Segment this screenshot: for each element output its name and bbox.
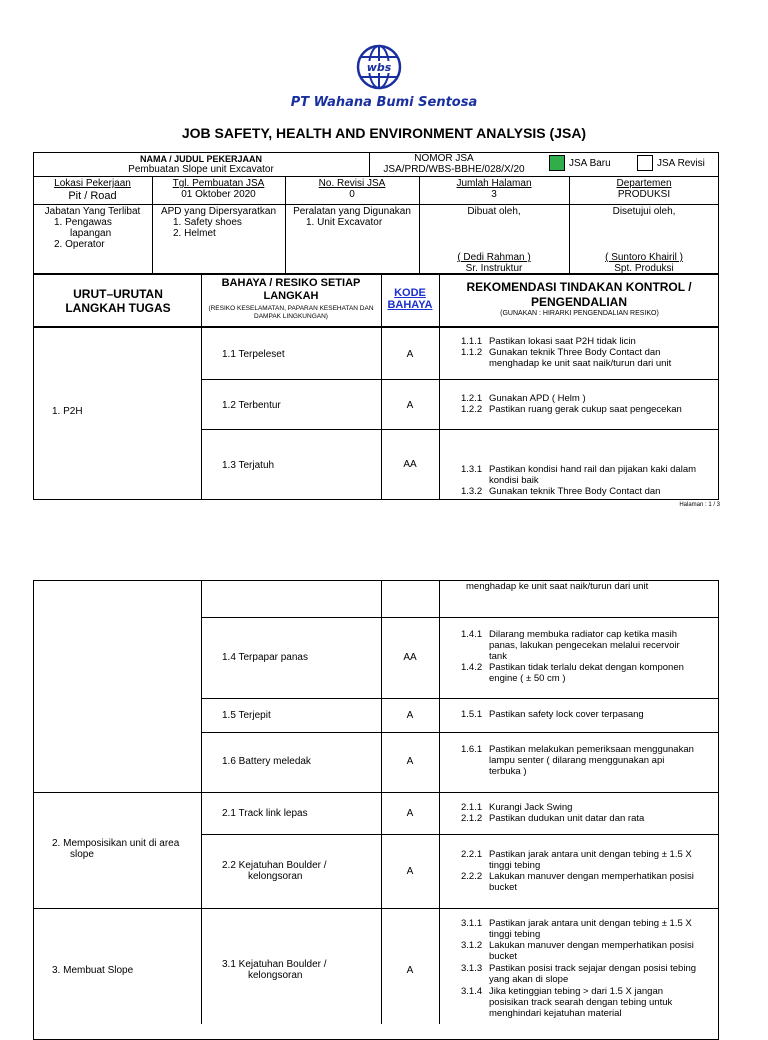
dibuat-name: ( Dedi Rahman ): [457, 252, 531, 263]
step-2-label: 2. Memposisikan unit di area: [52, 838, 180, 849]
jsa-revisi-label: JSA Revisi: [657, 158, 705, 169]
code-1-6: A: [406, 756, 414, 767]
code-2-2: A: [406, 866, 414, 877]
code-1-5: A: [406, 710, 414, 721]
apd-item-2: 2. Helmet: [173, 228, 216, 239]
col-rekom-sub: (GUNAKAN : HIRARKI PENGENDALIAN RESIKO): [500, 310, 659, 317]
code-2-1: A: [406, 808, 414, 819]
departemen-value: PRODUKSI: [617, 189, 671, 200]
peralatan-label: Peralatan yang Digunakan: [293, 206, 411, 217]
disetujui-title: Spt. Produksi: [614, 263, 674, 274]
code-1-1: A: [406, 349, 414, 360]
col-bahaya-header: BAHAYA / RESIKO SETIAP LANGKAH: [221, 277, 361, 302]
jabatan-item-1: 1. Pengawas: [54, 217, 112, 228]
lokasi-value: Pit / Road: [68, 190, 117, 202]
lokasi-label: Lokasi Pekerjaan: [54, 178, 131, 189]
step-3-label: 3. Membuat Slope: [52, 965, 134, 976]
tgl-value: 01 Oktober 2020: [181, 189, 256, 200]
revisi-label: No. Revisi JSA: [318, 178, 386, 189]
hazard-3-1-cont: kelongsoran: [248, 970, 303, 981]
code-1-4: AA: [403, 652, 417, 663]
departemen-label: Departemen: [616, 178, 672, 189]
col-kode-header[interactable]: KODE BAHAYA: [387, 287, 433, 311]
company-logo: [356, 44, 402, 90]
code-1-2: A: [406, 400, 414, 411]
document-title: JOB SAFETY, HEALTH AND ENVIRONMENT ANALYSIS (JSA): [181, 125, 587, 141]
nama-value: Pembuatan Slope unit Excavator: [128, 164, 274, 175]
hazard-1-2: 1.2 Terbentur: [222, 400, 281, 411]
page-number: Halaman : 1 / 3: [679, 502, 720, 508]
hazard-2-2: 2.2 Kejatuhan Boulder /: [222, 860, 327, 871]
recommendation-continued: menghadap ke unit saat naik/turun dari unit: [466, 581, 649, 592]
halaman-label: Jumlah Halaman: [456, 178, 532, 189]
col-bahaya-sub: (RESIKO KESELAMATAN, PAPARAN KESEHATAN DAN DAMPAK LINGKUNGAN): [208, 305, 374, 320]
tgl-label: Tgl. Pembuatan JSA: [172, 178, 265, 189]
jsa-revisi-checkbox[interactable]: [637, 155, 653, 171]
col-urut-header: URUT–URUTAN LANGKAH TUGAS: [65, 287, 171, 315]
hazard-1-4: 1.4 Terpapar panas: [222, 652, 308, 663]
hazard-1-1: 1.1 Terpeleset: [222, 349, 285, 360]
halaman-value: 3: [491, 189, 497, 200]
dibuat-title: Sr. Instruktur: [465, 263, 523, 274]
code-3-1: A: [406, 965, 414, 976]
jabatan-label: Jabatan Yang Terlibat: [44, 206, 141, 217]
hazard-2-2-cont: kelongsoran: [248, 871, 303, 882]
disetujui-name: ( Suntoro Khairil ): [605, 252, 683, 263]
hazard-1-6: 1.6 Battery meledak: [222, 756, 311, 767]
revisi-value: 0: [349, 189, 355, 200]
hazard-1-5: 1.5 Terjepit: [222, 710, 271, 721]
peralatan-item-1: 1. Unit Excavator: [306, 217, 383, 228]
nomor-value: JSA/PRD/WBS-BBHE/028/X/20: [383, 164, 525, 175]
svg-text:wbs: wbs: [366, 61, 392, 74]
step-1-label: 1. P2H: [52, 406, 83, 417]
hazard-1-3: 1.3 Terjatuh: [222, 460, 275, 471]
apd-label: APD yang Dipersyaratkan: [160, 206, 277, 217]
apd-item-1: 1. Safety shoes: [173, 217, 242, 228]
hazard-3-1: 3.1 Kejatuhan Boulder /: [222, 959, 327, 970]
jabatan-item-1b: lapangan: [70, 228, 112, 239]
col-rekom-header: REKOMENDASI TINDAKAN KONTROL / PENGENDALIAN: [466, 280, 692, 309]
code-1-3: AA: [403, 459, 417, 470]
step-2-label-cont: slope: [70, 849, 94, 860]
hazard-2-1: 2.1 Track link lepas: [222, 808, 308, 819]
nama-label: NAMA / JUDUL PEKERJAAN: [139, 154, 262, 164]
disetujui-label: Disetujui oleh,: [612, 206, 676, 217]
jsa-baru-checkbox[interactable]: [549, 155, 565, 171]
nomor-label: NOMOR JSA: [414, 153, 474, 164]
company-name: PT Wahana Bumi Sentosa: [290, 95, 478, 110]
dibuat-label: Dibuat oleh,: [467, 206, 521, 217]
jabatan-item-2: 2. Operator: [54, 239, 105, 250]
jsa-baru-label: JSA Baru: [569, 158, 611, 169]
